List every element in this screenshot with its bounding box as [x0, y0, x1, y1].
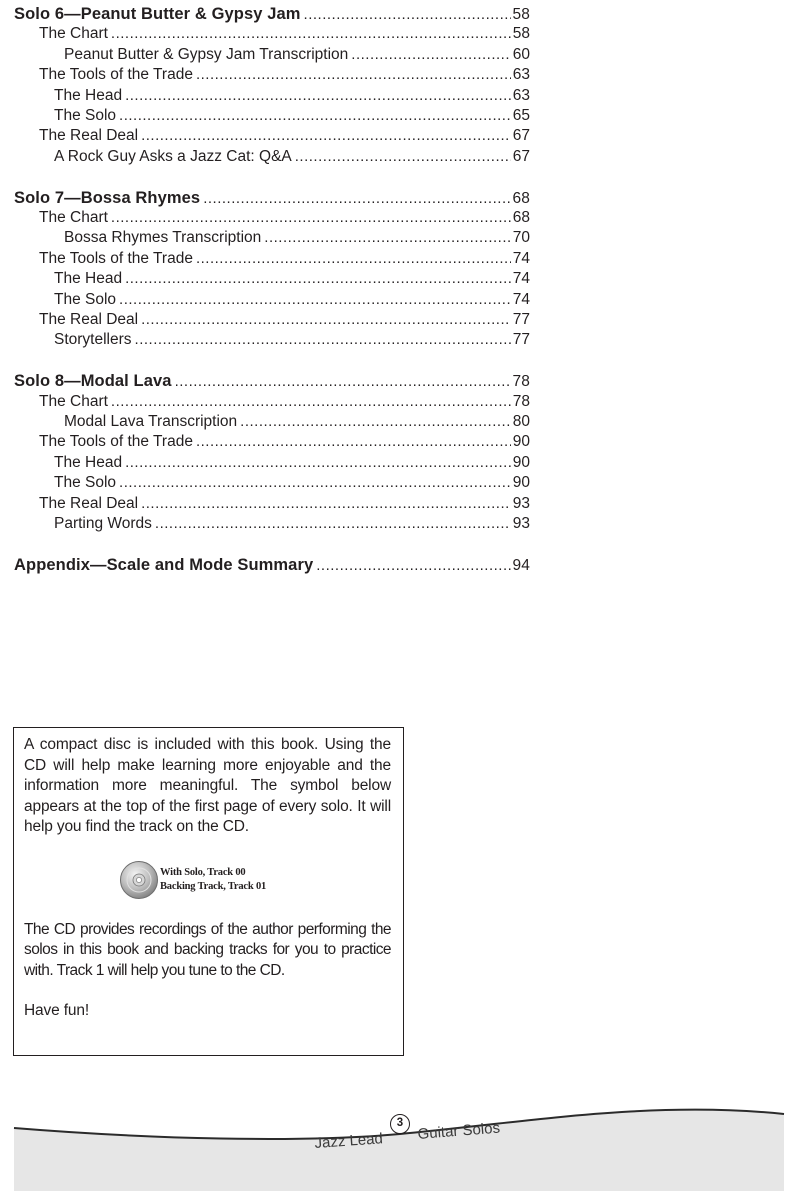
toc-page-number: 68 — [512, 209, 530, 227]
toc-section-solo-8 — [14, 371, 530, 534]
toc-entry — [14, 330, 530, 350]
toc-page-number: 90 — [512, 433, 530, 451]
cd-intro-text: A compact disc is included with this book. Using the CD will help make learning more enjoyable and the information more meaningful. The symbol below appears at the top of the first page of every solo. It will help you find the track on the CD. — [24, 736, 391, 835]
toc-entry — [14, 65, 530, 85]
toc-page-number: 78 — [512, 373, 530, 391]
cd-symbol-line-1: With Solo, Track 00 — [160, 866, 246, 878]
toc-entry — [14, 494, 530, 514]
toc-dot-leader — [203, 189, 510, 209]
toc-entry-title: Peanut Butter & Gypsy Jam Transcription — [64, 45, 349, 63]
toc-dot-leader — [141, 310, 511, 330]
toc-entry-title: The Chart — [39, 25, 108, 43]
toc-dot-leader — [119, 473, 511, 493]
toc-dot-leader — [125, 86, 511, 106]
toc-dot-leader — [316, 556, 510, 576]
cd-track-symbol — [119, 858, 391, 902]
toc-heading — [14, 371, 530, 391]
toc-entry-title: The Tools of the Trade — [39, 433, 193, 451]
toc-entry — [14, 24, 530, 44]
toc-page-number: 58 — [512, 6, 530, 23]
toc-entry-title: The Solo — [54, 106, 117, 124]
toc-dot-leader — [295, 147, 511, 167]
toc-dot-leader — [111, 208, 511, 228]
toc-heading — [14, 555, 530, 575]
toc-entry — [14, 269, 530, 289]
toc-page-number: 90 — [512, 453, 530, 471]
toc-page-number: 78 — [512, 392, 530, 410]
toc-entry — [14, 86, 530, 106]
toc-dot-leader — [119, 290, 511, 310]
toc-page-number: 74 — [512, 290, 530, 308]
toc-dot-leader — [141, 126, 511, 146]
toc-entry-title: The Real Deal — [39, 494, 139, 512]
toc-dot-leader — [175, 372, 511, 392]
toc-page-number: 77 — [512, 310, 530, 328]
toc-heading — [14, 188, 530, 208]
toc-entry — [14, 473, 530, 493]
toc-dot-leader — [240, 412, 511, 432]
toc-entry-title: Solo 7—Bossa Rhymes — [14, 188, 201, 207]
toc-entry-title: The Real Deal — [39, 127, 139, 145]
footer-wave-graphic — [0, 1095, 800, 1191]
toc-entry-title: Modal Lava Transcription — [64, 413, 238, 431]
toc-entry-title: The Solo — [54, 290, 117, 308]
toc-dot-leader — [155, 514, 511, 534]
toc-page-number: 60 — [512, 45, 530, 63]
toc-entry-title: Appendix—Scale and Mode Summary — [14, 555, 314, 574]
cd-recordings-text: The CD provides recordings of the author performing the solos in this book and backing tracks for you to practice with. Track 1 will help you tune to the CD. — [24, 920, 391, 979]
toc-dot-leader — [135, 330, 511, 350]
toc-entry-title: The Chart — [39, 392, 108, 410]
toc-entry-title: Storytellers — [54, 331, 132, 349]
toc-entry — [14, 249, 530, 269]
cd-info-box — [13, 727, 404, 1056]
toc-page-number: 93 — [512, 514, 530, 532]
toc-page-number: 77 — [512, 331, 530, 349]
toc-dot-leader — [125, 269, 511, 289]
toc-page-number: 68 — [512, 189, 530, 207]
toc-entry-title: The Solo — [54, 474, 117, 492]
toc-entry-title: The Real Deal — [39, 310, 139, 328]
toc-entry — [14, 453, 530, 473]
toc-page-number: 80 — [512, 413, 530, 431]
toc-entry-title: Bossa Rhymes Transcription — [64, 229, 262, 247]
toc-entry — [14, 147, 530, 167]
toc-dot-leader — [111, 392, 511, 412]
toc-dot-leader — [125, 453, 511, 473]
toc-page-number: 90 — [512, 474, 530, 492]
toc-dot-leader — [351, 45, 510, 65]
toc-entry — [14, 126, 530, 146]
toc-dot-leader — [196, 65, 511, 85]
toc-page-number: 93 — [512, 494, 530, 512]
toc-heading — [14, 4, 530, 24]
toc-page-number: 67 — [512, 147, 530, 165]
toc-entry-title: The Tools of the Trade — [39, 66, 193, 84]
footer-series-title: Jazz Lead — [314, 1130, 384, 1152]
toc-entry-title: The Head — [54, 453, 123, 471]
toc-dot-leader — [196, 432, 511, 452]
cd-disc-icon — [119, 860, 159, 900]
toc-dot-leader — [119, 106, 511, 126]
toc-entry-title: A Rock Guy Asks a Jazz Cat: Q&A — [54, 147, 292, 165]
toc-entry — [14, 392, 530, 412]
cd-closing-text: Have fun! — [24, 1002, 89, 1019]
toc-entry-title: Parting Words — [54, 514, 152, 532]
toc-entry-title: The Chart — [39, 209, 108, 227]
page-number-badge: 3 — [390, 1114, 410, 1134]
toc-section-solo-7 — [14, 188, 530, 351]
toc-page-number: 67 — [512, 127, 530, 145]
toc-dot-leader — [111, 24, 511, 44]
footer-book-title: Guitar Solos — [417, 1119, 501, 1143]
toc-entry-title: Solo 6—Peanut Butter & Gypsy Jam — [14, 5, 301, 23]
toc-entry — [14, 208, 530, 228]
cd-symbol-line-2: Backing Track, Track 01 — [160, 880, 267, 892]
toc-entry — [14, 310, 530, 330]
toc-section-appendix — [14, 555, 530, 575]
page-footer — [0, 1095, 800, 1191]
toc-page-number: 63 — [512, 86, 530, 104]
toc-entry — [14, 106, 530, 126]
toc-dot-leader — [196, 249, 511, 269]
toc-page-number: 74 — [512, 249, 530, 267]
toc-page-number: 63 — [512, 66, 530, 84]
toc-page-number: 65 — [512, 106, 530, 124]
toc-entry — [14, 412, 530, 432]
toc-dot-leader — [264, 228, 510, 248]
toc-dot-leader — [304, 5, 511, 25]
toc-page-number: 58 — [512, 25, 530, 43]
toc-page-number: 94 — [512, 556, 530, 574]
toc-entry — [14, 45, 530, 65]
toc-entry-title: The Tools of the Trade — [39, 249, 193, 267]
toc-entry-title: Solo 8—Modal Lava — [14, 372, 172, 391]
toc-entry-title: The Head — [54, 270, 123, 288]
table-of-contents — [14, 4, 530, 596]
toc-entry — [14, 228, 530, 248]
toc-section-solo-6 — [14, 4, 530, 167]
toc-entry — [14, 432, 530, 452]
toc-page-number: 70 — [512, 229, 530, 247]
toc-dot-leader — [141, 494, 511, 514]
toc-page-number: 74 — [512, 270, 530, 288]
toc-entry — [14, 514, 530, 534]
toc-entry-title: The Head — [54, 86, 123, 104]
toc-entry — [14, 290, 530, 310]
